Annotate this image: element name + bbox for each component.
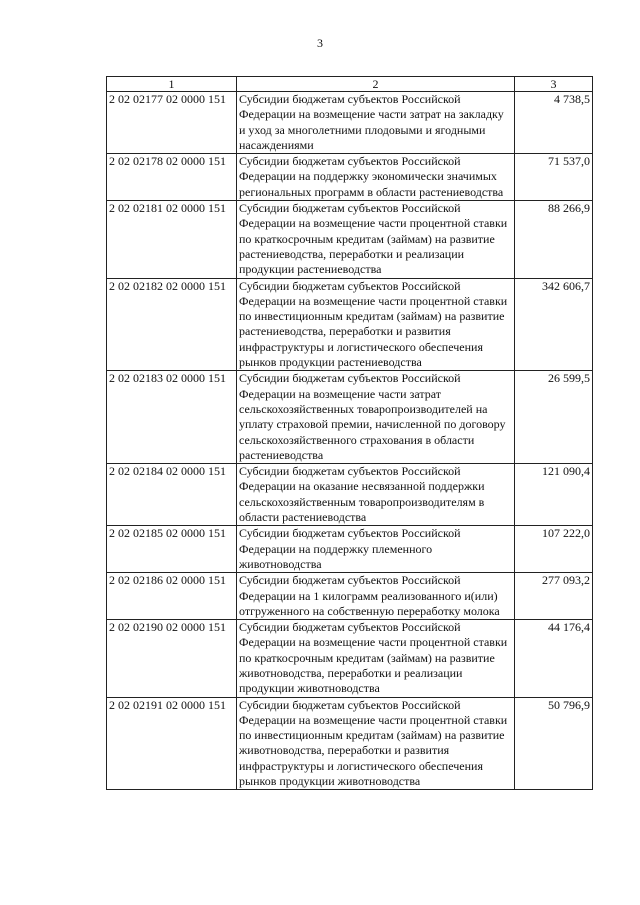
amount-cell: 342 606,7 xyxy=(515,278,593,371)
amount-cell: 50 796,9 xyxy=(515,697,593,790)
table-row xyxy=(107,278,593,371)
table-row xyxy=(107,154,593,201)
budget-code-cell: 2 02 02181 02 0000 151 xyxy=(107,201,237,278)
column-header-amount: 3 xyxy=(515,77,593,92)
budget-code-cell: 2 02 02177 02 0000 151 xyxy=(107,92,237,154)
amount-cell: 71 537,0 xyxy=(515,154,593,201)
column-header-code: 1 xyxy=(107,77,237,92)
amount-cell: 107 222,0 xyxy=(515,526,593,573)
amount-cell: 121 090,4 xyxy=(515,464,593,526)
budget-code-cell: 2 02 02190 02 0000 151 xyxy=(107,620,237,697)
budget-code-cell: 2 02 02183 02 0000 151 xyxy=(107,371,237,464)
table-row xyxy=(107,573,593,620)
description-cell: Субсидии бюджетам субъектов Российской Федерации на оказание несвязанной поддержки сельскохозяйственным товаропроизводителям в области растениеводства xyxy=(237,464,515,526)
description-cell: Субсидии бюджетам субъектов Российской Федерации на возмещение части процентной ставки по краткосрочным кредитам (займам) на развитие растениеводства, переработки и реализации продукции растениеводства xyxy=(237,201,515,278)
description-cell: Субсидии бюджетам субъектов Российской Федерации на возмещение части процентной ставки по краткосрочным кредитам (займам) на развитие животноводства, переработки и реализации продукции животноводства xyxy=(237,620,515,697)
table-row xyxy=(107,697,593,790)
budget-code-cell: 2 02 02178 02 0000 151 xyxy=(107,154,237,201)
amount-cell: 44 176,4 xyxy=(515,620,593,697)
table-row xyxy=(107,371,593,464)
description-cell: Субсидии бюджетам субъектов Российской Федерации на возмещение части процентной ставки по инвестиционным кредитам (займам) на развитие животноводства, переработки и развития инфраструктуры и логистического обеспечения рынков продукции животноводства xyxy=(237,697,515,790)
page-number: 3 xyxy=(317,36,323,50)
amount-cell: 88 266,9 xyxy=(515,201,593,278)
budget-code-cell: 2 02 02186 02 0000 151 xyxy=(107,573,237,620)
amount-cell: 4 738,5 xyxy=(515,92,593,154)
description-cell: Субсидии бюджетам субъектов Российской Федерации на 1 килограмм реализованного и(или) отгруженного на собственную переработку молока xyxy=(237,573,515,620)
budget-code-cell: 2 02 02182 02 0000 151 xyxy=(107,278,237,371)
description-cell: Субсидии бюджетам субъектов Российской Федерации на поддержку экономически значимых региональных программ в области растениеводства xyxy=(237,154,515,201)
table-row xyxy=(107,526,593,573)
table-header-row xyxy=(107,77,593,92)
amount-cell: 277 093,2 xyxy=(515,573,593,620)
description-cell: Субсидии бюджетам субъектов Российской Федерации на возмещение части затрат на закладку и уход за многолетними плодовыми и ягодными насаждениями xyxy=(237,92,515,154)
budget-code-cell: 2 02 02185 02 0000 151 xyxy=(107,526,237,573)
budget-code-cell: 2 02 02184 02 0000 151 xyxy=(107,464,237,526)
column-header-description: 2 xyxy=(237,77,515,92)
table-row xyxy=(107,620,593,697)
table-row xyxy=(107,92,593,154)
description-cell: Субсидии бюджетам субъектов Российской Федерации на поддержку племенного животноводства xyxy=(237,526,515,573)
amount-cell: 26 599,5 xyxy=(515,371,593,464)
description-cell: Субсидии бюджетам субъектов Российской Федерации на возмещение части процентной ставки по инвестиционным кредитам (займам) на развитие растениеводства, переработки и развития инфраструктуры и логистического обеспечения рынков продукции растениеводства xyxy=(237,278,515,371)
description-cell: Субсидии бюджетам субъектов Российской Федерации на возмещение части затрат сельскохозяйственных товаропроизводителей на уплату страховой премии, начисленной по договору сельскохозяйственного страхования в области растениеводства xyxy=(237,371,515,464)
budget-subsidies-table xyxy=(106,76,593,790)
table-row xyxy=(107,201,593,278)
budget-code-cell: 2 02 02191 02 0000 151 xyxy=(107,697,237,790)
table-row xyxy=(107,464,593,526)
